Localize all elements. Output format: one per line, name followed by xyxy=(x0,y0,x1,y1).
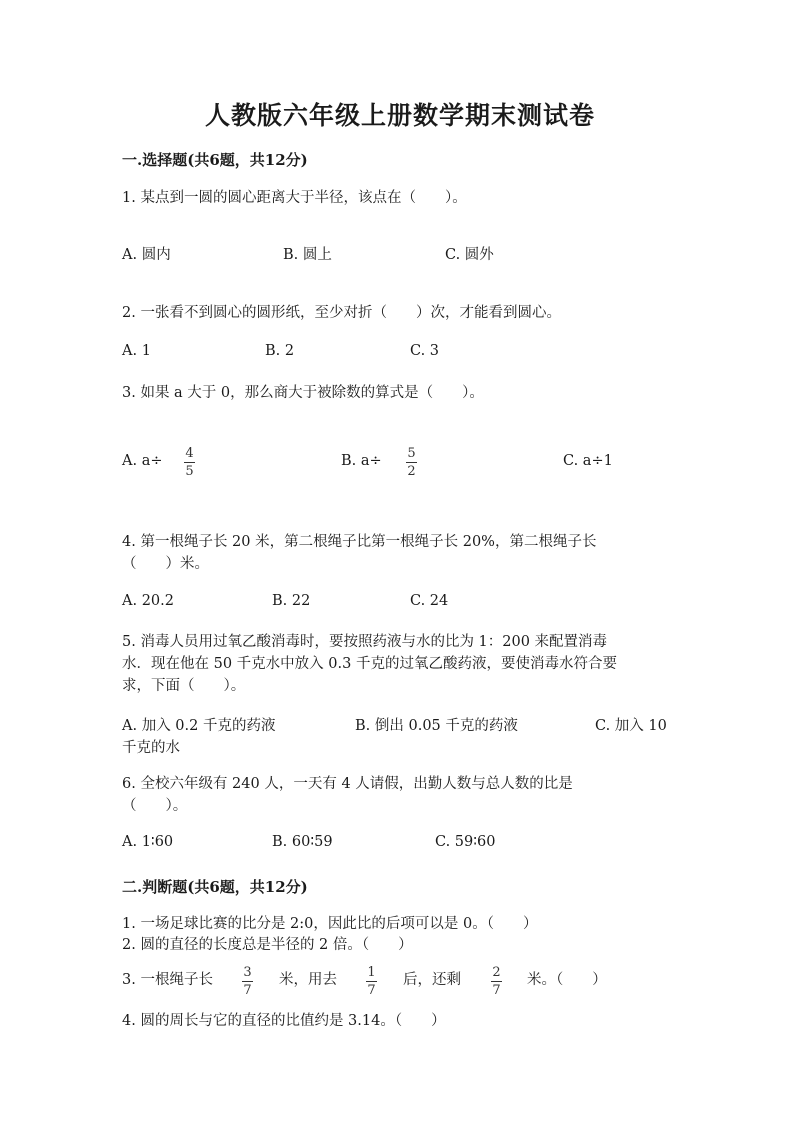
q4-option-c: C. 24 xyxy=(410,593,449,609)
q4-option-b: B. 22 xyxy=(272,593,311,609)
question-5-line-3: 求，下面（ ）。 xyxy=(122,678,246,694)
fraction-bar xyxy=(491,981,502,982)
q5-option-b: B. 倒出 0.05 千克的药液 xyxy=(355,718,518,734)
q4-option-a: A. 20.2 xyxy=(122,593,174,609)
section-heading-judge: 二.判断题(共6题，共12分) xyxy=(122,878,308,896)
fraction-numerator: 4 xyxy=(185,446,194,461)
judge-question-3-part-3: 后，还剩 xyxy=(403,972,461,988)
q3-option-b-prefix: B. a÷ xyxy=(341,453,382,469)
page-title: 人教版六年级上册数学期末测试卷 xyxy=(204,101,595,130)
judge-question-2: 2. 圆的直径的长度总是半径的 2 倍。（ ） xyxy=(122,937,413,953)
judge-question-3-part-4: 米。（ ） xyxy=(527,972,607,988)
fraction-bar xyxy=(406,462,417,463)
q2-option-c: C. 3 xyxy=(410,343,440,359)
judge-q3-fraction-1 xyxy=(242,965,253,998)
question-1-text: 1. 某点到一圆的圆心距离大于半径，该点在（ ）。 xyxy=(122,190,467,206)
q2-option-a: A. 1 xyxy=(122,343,151,359)
question-6-line-2: （ ）。 xyxy=(122,798,188,814)
question-3-text: 3. 如果 a 大于 0，那么商大于被除数的算式是（ ）。 xyxy=(122,385,484,401)
question-4-line-1: 4. 第一根绳子长 20 米，第二根绳子比第一根绳子长 20%，第二根绳子长 xyxy=(122,534,597,550)
q6-option-b: B. 60∶59 xyxy=(272,834,333,850)
q5-option-a: A. 加入 0.2 千克的药液 xyxy=(122,718,276,734)
fraction-numerator: 1 xyxy=(367,965,376,980)
q3-option-b-fraction xyxy=(406,446,417,479)
question-5-line-1: 5. 消毒人员用过氧乙酸消毒时，要按照药液与水的比为 1：200 来配置消毒 xyxy=(122,634,608,650)
q3-option-c: C. a÷1 xyxy=(563,453,613,469)
judge-q3-fraction-2 xyxy=(366,965,377,998)
fraction-bar xyxy=(184,462,195,463)
q5-option-c: C. 加入 10 xyxy=(595,718,667,734)
judge-question-3-part-2: 米，用去 xyxy=(279,972,337,988)
fraction-denominator: 7 xyxy=(367,983,376,998)
fraction-bar xyxy=(242,981,253,982)
fraction-numerator: 2 xyxy=(492,965,501,980)
q1-option-c: C. 圆外 xyxy=(445,247,494,263)
q6-option-c: C. 59∶60 xyxy=(435,834,496,850)
fraction-bar xyxy=(366,981,377,982)
q5-option-c-continued: 千克的水 xyxy=(122,740,180,756)
judge-question-4: 4. 圆的周长与它的直径的比值约是 3.14。（ ） xyxy=(122,1013,446,1029)
q1-option-a: A. 圆内 xyxy=(122,247,171,263)
question-4-line-2: （ ）米。 xyxy=(122,556,209,572)
section-heading-choice: 一.选择题(共6题，共12分) xyxy=(122,151,308,169)
fraction-denominator: 5 xyxy=(185,464,194,479)
judge-question-3-part-1: 3. 一根绳子长 xyxy=(122,972,213,988)
fraction-numerator: 3 xyxy=(243,965,252,980)
question-6-line-1: 6. 全校六年级有 240 人，一天有 4 人请假，出勤人数与总人数的比是 xyxy=(122,776,573,792)
question-5-line-2: 水．现在他在 50 千克水中放入 0.3 千克的过氧乙酸药液，要使消毒水符合要 xyxy=(122,656,617,672)
question-2-text: 2. 一张看不到圆心的圆形纸，至少对折（ ）次，才能看到圆心。 xyxy=(122,305,561,321)
q3-option-a-prefix: A. a÷ xyxy=(122,453,163,469)
q6-option-a: A. 1∶60 xyxy=(122,834,174,850)
fraction-numerator: 5 xyxy=(407,446,416,461)
q2-option-b: B. 2 xyxy=(265,343,295,359)
judge-q3-fraction-3 xyxy=(491,965,502,998)
q3-option-a-fraction xyxy=(184,446,195,479)
q1-option-b: B. 圆上 xyxy=(283,247,332,263)
fraction-denominator: 7 xyxy=(243,983,252,998)
fraction-denominator: 2 xyxy=(407,464,416,479)
fraction-denominator: 7 xyxy=(492,983,501,998)
judge-question-1: 1. 一场足球比赛的比分是 2:0，因此比的后项可以是 0。（ ） xyxy=(122,916,538,932)
